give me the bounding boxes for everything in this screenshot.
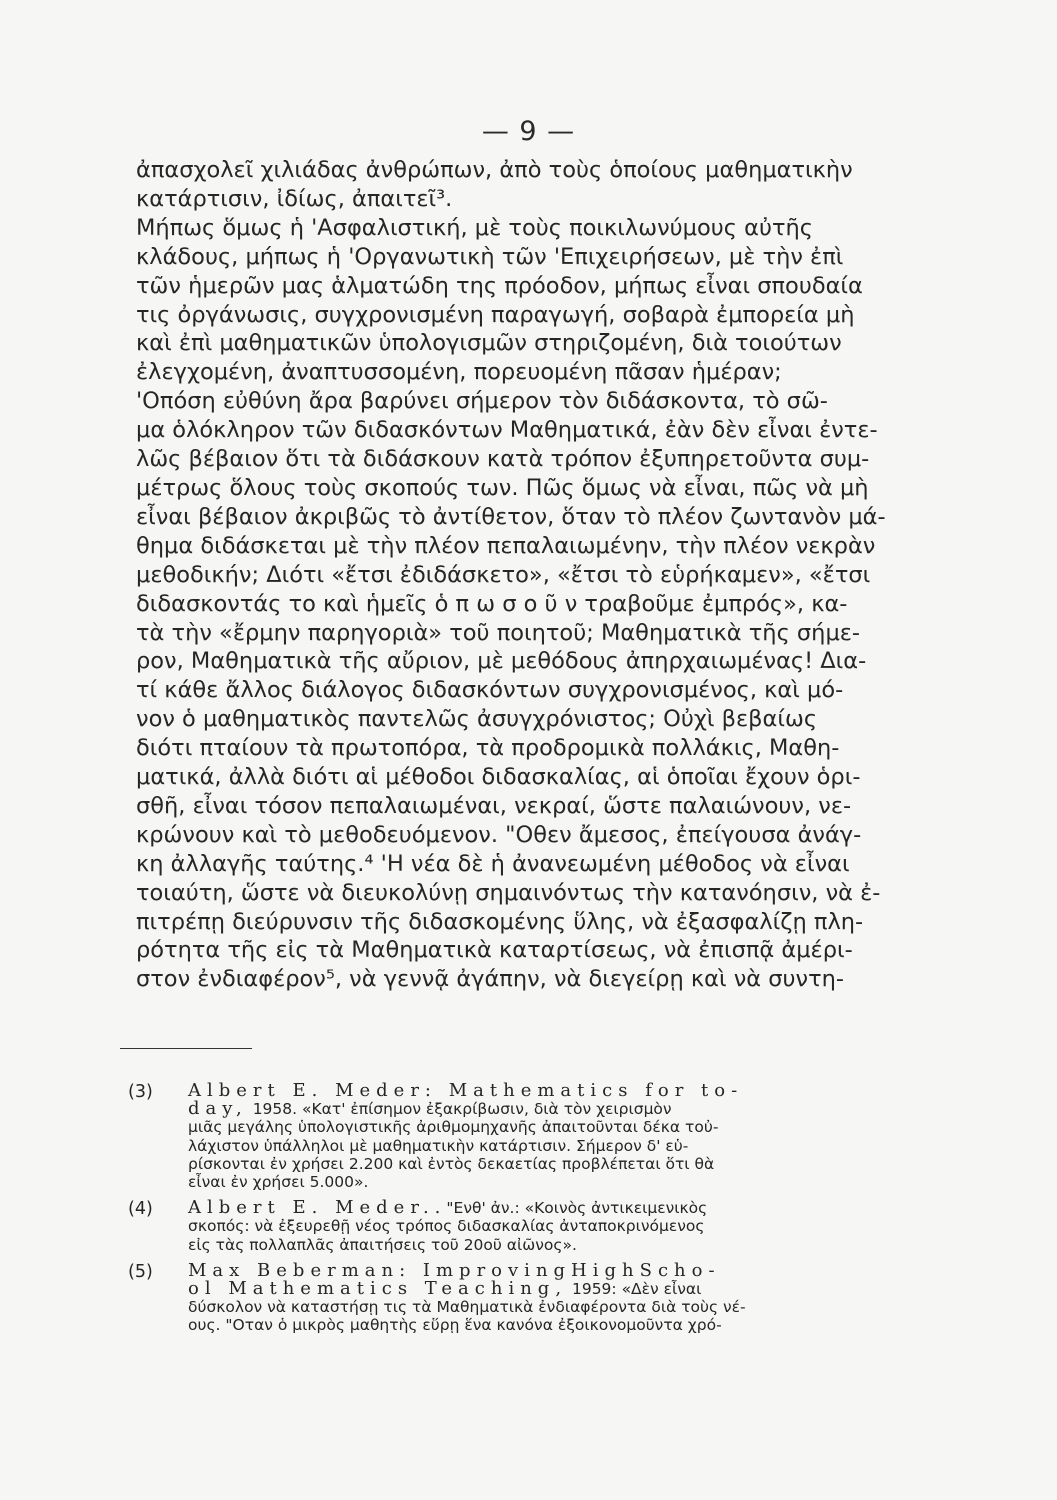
text-line: ἀπασχολεῖ χιλιάδας ἀνθρώπων, ἀπὸ τοὺς ὁποίους μαθηματικὴν bbox=[136, 157, 853, 183]
text-line: κρώνουν καὶ τὸ μεθοδευόμενον. "Οθεν ἄμεσος, ἐπείγουσα ἀνάγ- bbox=[136, 821, 862, 848]
text-line: ματικά, ἀλλὰ διότι αἱ μέθοδοι διδασκαλίας, αἱ ὁποῖαι ἔχουν ὁρι- bbox=[136, 764, 861, 791]
footnote-line: μιᾶς μεγάλης ὑπολογιστικῆς ἀριθμομηχανῆς ἀπαιτοῦνται δέκα τοὐ- bbox=[188, 1118, 719, 1137]
text-line: κατάρτισιν, ἰδίως, ἀπαιτεῖ³. bbox=[136, 185, 453, 212]
text-line: μέτρως ὅλους τοὺς σκοπούς των. Πῶς ὅμως νὰ εἶναι, πῶς νὰ μὴ bbox=[136, 474, 869, 501]
text-line: τὰ τὴν «ἔρμην παρηγοριὰ» τοῦ ποιητοῦ; Μαθηματικὰ τῆς σήμε- bbox=[136, 619, 861, 646]
footnote-line: ρίσκονται ἐν χρήσει 2.200 καὶ ἐντὸς δεκαετίας προβλέπεται ὅτι θὰ bbox=[188, 1154, 715, 1173]
text-line: νον ὁ μαθηματικὸς παντελῶς ἀσυγχρόνιστος; Οὐχὶ βεβαίως bbox=[136, 706, 818, 733]
text-line: ρότητα τῆς εἰς τὰ Μαθηματικὰ καταρτίσεως, νὰ ἐπισπᾷ ἀμέρι- bbox=[136, 937, 853, 964]
text-line: πιτρέπῃ διεύρυνσιν τῆς διδασκομένης ὕλης, νὰ ἐξασφαλίζῃ πλη- bbox=[136, 908, 864, 935]
text-line: σθῆ, εἶναι τόσον πεπαλαιωμέναι, νεκραί, ὥστε παλαιώνουν, νε- bbox=[136, 792, 852, 819]
footnote-line: σκοπός: νὰ ἐξευρεθῇ νέος τρόπος διδασκαλίας ἀνταποκρινόμενος bbox=[188, 1217, 705, 1236]
text-line: ἐλεγχομένη, ἀναπτυσσομένη, πορευομένη πᾶσαν ἡμέραν; bbox=[136, 359, 782, 386]
text-line: στον ἐνδιαφέρον⁵, νὰ γεννᾷ ἀγάπην, νὰ διεγείρῃ καὶ νὰ συντη- bbox=[136, 966, 845, 993]
footnote-number: (4) bbox=[128, 1199, 153, 1220]
text-line: τις ὀργάνωσις, συγχρονισμένη παραγωγή, σοβαρὰ ἐμπορεία μὴ bbox=[136, 301, 855, 328]
footnote-line: ους. "Οταν ὁ μικρὸς μαθητὴς εὕρῃ ἕνα κανόνα ἐξοικονομοῦντα χρό- bbox=[188, 1316, 722, 1335]
text-line: 'Οπόση εὐθύνη ἄρα βαρύνει σήμερον τὸν διδάσκοντα, τὸ σῶ- bbox=[136, 388, 828, 415]
footnote-line: λάχιστον ὑπάλληλοι μὲ μαθηματικὴν κατάρτισιν. Σήμερον δ' εὑ- bbox=[188, 1136, 689, 1155]
text-line: τοιαύτη, ὥστε νὰ διευκολύνῃ σημαινόντως τὴν κατανόησιν, νὰ ἐ- bbox=[136, 879, 881, 906]
text-line: θημα διδάσκεται μὲ τὴν πλέον πεπαλαιωμένην, τὴν πλέον νεκρὰν bbox=[136, 532, 876, 559]
text-line: κλάδους, μήπως ἡ 'Οργανωτικὴ τῶν 'Επιχειρήσεων, μὲ τὴν ἐπὶ bbox=[136, 243, 844, 270]
text-line: τί κάθε ἄλλος διάλογος διδασκόντων συγχρονισμένος, καὶ μό- bbox=[136, 677, 844, 704]
footnote-line: ol Mathematics Teaching, 1959: «Δὲν εἶναι bbox=[188, 1278, 702, 1300]
text-line: μεθοδικήν; Διότι «ἔτσι ἐδιδάσκετο», «ἔτσι τὸ εὑρήκαμεν», «ἔτσι bbox=[136, 561, 871, 588]
text-line: διδασκοντάς το καὶ ἡμεῖς ὁ π ω σ ο ῦ ν τραβοῦμε ἐμπρός», κα- bbox=[136, 590, 848, 617]
footnote-4 bbox=[128, 1199, 863, 1254]
footnote-line: εἶναι ἐν χρήσει 5.000». bbox=[188, 1173, 369, 1192]
footnote-line: δύσκολον νὰ καταστήσῃ τις τὰ Μαθηματικὰ ἐνδιαφέροντα διὰ τοὺς νέ- bbox=[188, 1298, 746, 1317]
footnote-line: day, 1958. «Κατ' ἐπίσημον ἐξακρίβωσιν, διὰ τὸν χειρισμὸν bbox=[188, 1098, 672, 1120]
footnote-number: (5) bbox=[128, 1261, 153, 1282]
footnotes bbox=[128, 1082, 863, 1343]
text-line: λῶς βέβαιον ὅτι τὰ διδάσκουν κατὰ τρόπον ἐξυπηρετοῦντα συμ- bbox=[136, 446, 870, 473]
footnote-line: εἰς τὰς πολλαπλᾶς ἀπαιτήσεις τοῦ 20οῦ αἰῶνος». bbox=[188, 1235, 577, 1254]
footnote-5 bbox=[128, 1259, 863, 1335]
text-line: ρον, Μαθηματικὰ τῆς αὔριον, μὲ μεθόδους ἀπηρχαιωμένας! Δια- bbox=[136, 648, 867, 675]
main-text bbox=[136, 156, 886, 994]
footnote-line: Albert E. Meder.."Ενθ' ἀν.: «Κοινὸς ἀντικειμενικὸς bbox=[188, 1197, 708, 1219]
text-line: καὶ ἐπὶ μαθηματικῶν ὑπολογισμῶν στηριζομένη, διὰ τοιούτων bbox=[136, 330, 842, 357]
footnote-3 bbox=[128, 1082, 863, 1191]
text-line: διότι πταίουν τὰ πρωτοπόρα, τὰ προδρομικὰ πολλάκις, Μαθη- bbox=[136, 735, 840, 762]
page-number: — 9 — bbox=[481, 116, 576, 147]
footnote-line: Max Beberman: ImprovingHighScho- bbox=[188, 1259, 721, 1281]
text-line: εἶναι βέβαιον ἀκριβῶς τὸ ἀντίθετον, ὅταν τὸ πλέον ζωντανὸν μά- bbox=[136, 503, 886, 530]
text-line: μα ὁλόκληρον τῶν διδασκόντων Μαθηματικά, ἐὰν δὲν εἶναι ἐντε- bbox=[136, 417, 878, 444]
footnote-divider bbox=[120, 1048, 252, 1049]
footnote-line: Albert E. Meder: Mathematics for to- bbox=[188, 1080, 744, 1101]
text-line: κη ἀλλαγῆς ταύτης.⁴ 'Η νέα δὲ ἡ ἀνανεωμένη μέθοδος νὰ εἶναι bbox=[136, 850, 850, 877]
footnote-number: (3) bbox=[128, 1082, 153, 1102]
text-line: τῶν ἡμερῶν μας ἁλματώδη της πρόοδον, μήπως εἶναι σπουδαία bbox=[136, 272, 863, 299]
text-line: Μήπως ὅμως ἡ 'Ασφαλιστική, μὲ τοὺς ποικιλωνύμους αὐτῆς bbox=[136, 214, 813, 241]
